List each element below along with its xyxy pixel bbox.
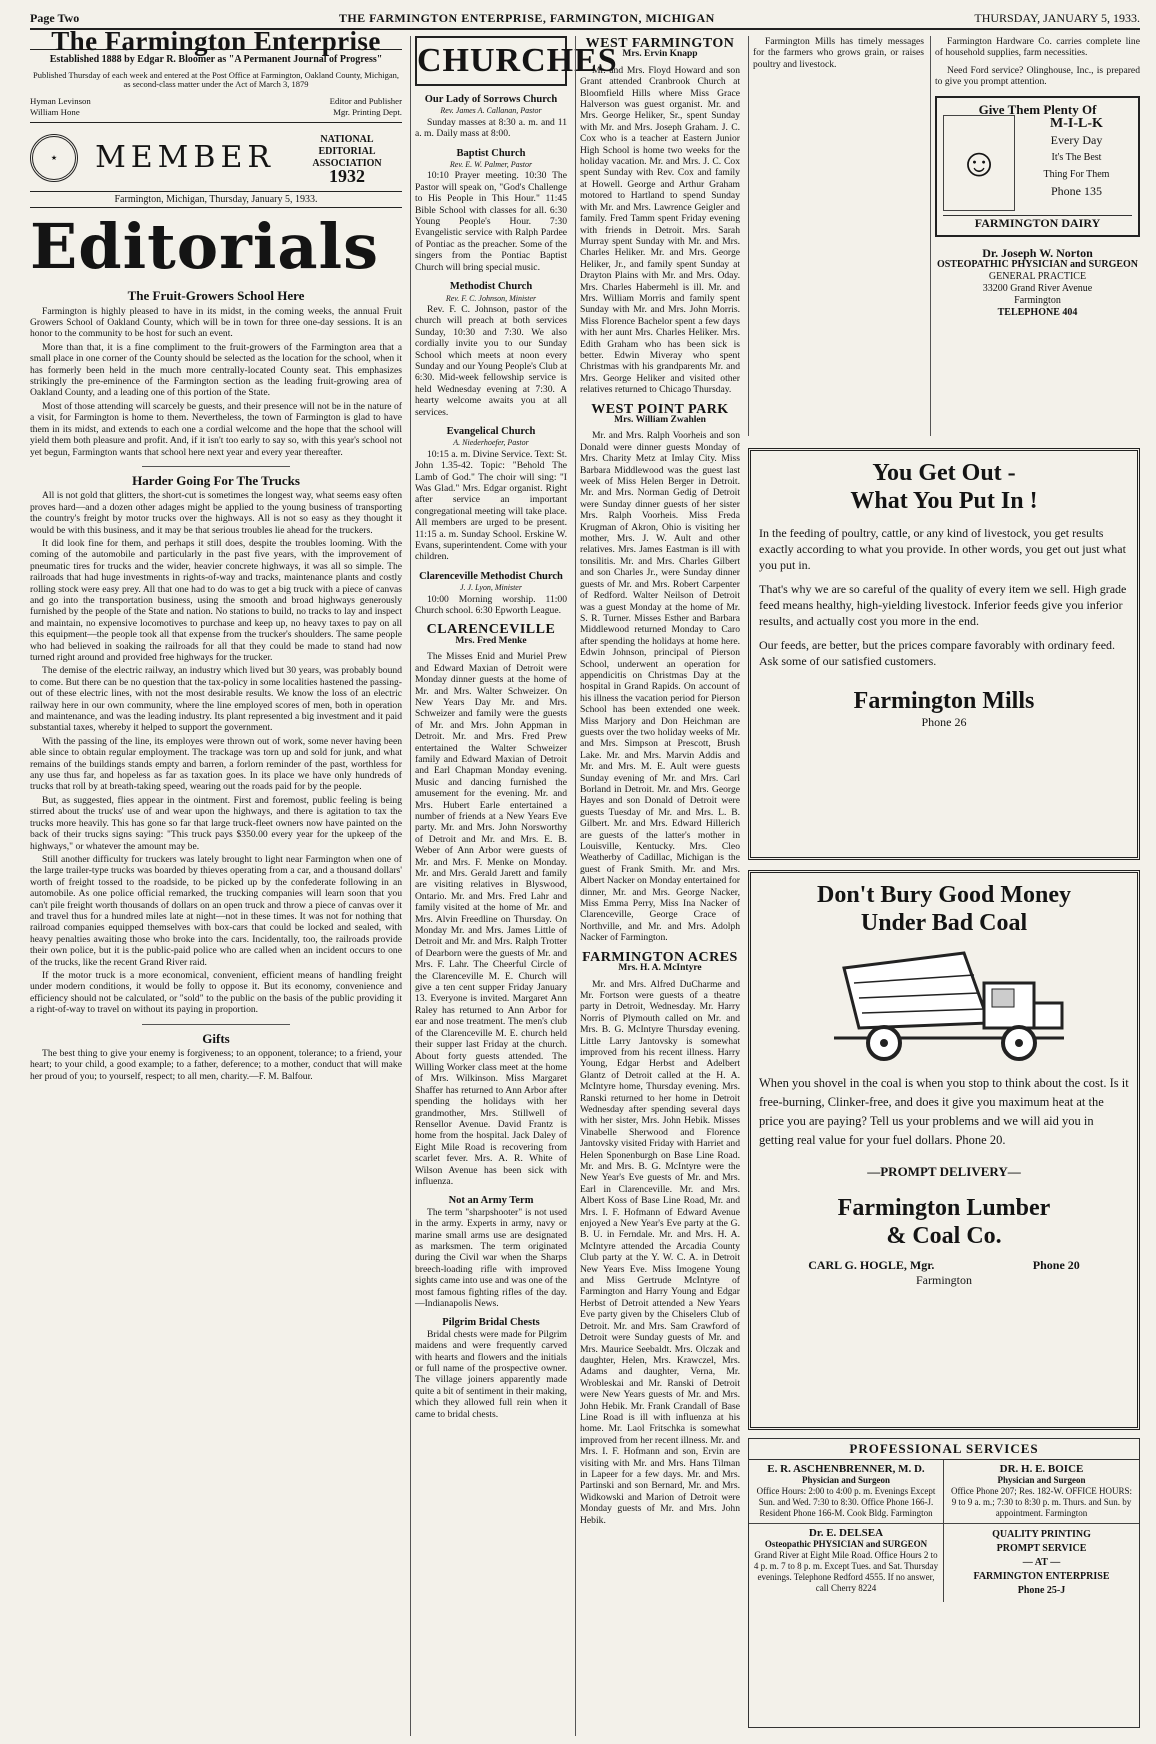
paragraph: If the motor truck is a more economical, convenient, efficient means of handling freight under modern conditions, it would be folly to oppose it. But its economy, convenience and efficiency should not be calculated, or "sold" to the public on the basis of the public providing it a right-of-way to travel on without its paying in proportion.: [30, 969, 402, 1016]
dairy-body: [943, 115, 1132, 211]
doctor-title: Physician and Surgeon: [997, 1475, 1086, 1485]
established-line: Established 1888 by Edgar R. Bloomer as "A Permanent Journal of Progress": [49, 54, 383, 66]
doctor-name: E. R. ASCHENBRENNER, M. D.: [767, 1463, 925, 1475]
dairy-ad: [935, 96, 1140, 238]
printing-line: FARMINGTON ENTERPRISE: [973, 1571, 1110, 1582]
small-ads-column: [930, 36, 1140, 436]
mills-body-3: Our feeds, are better, but the prices compare favorably with ordinary feed. Ask some of our satisfied customers.: [759, 638, 1116, 668]
church-pastor: J. J. Lyon, Minister: [460, 583, 522, 593]
doctor-info: Grand River at Eight Mile Road. Office Hours 2 to 4 p. m. 7 to 8 p. m. Except Tues. and Sat. Thursday evenings. Telephone Redford 4555. If no answer, call Cherry 8224: [753, 1550, 939, 1593]
norton-phone: TELEPHONE 404: [997, 307, 1078, 319]
section-title-clarenceville: CLARENCEVILLE: [426, 622, 556, 638]
filler-title: Not an Army Term: [448, 1195, 534, 1207]
mills-headline-2: What You Put In !: [850, 488, 1038, 514]
divider: [142, 466, 291, 467]
church-schedule: 10:15 a. m. Divine Service. Text: St. John 1.35-42. Topic: "Behold The Lamb of God." The choir will sing: "I Was Glad." Mrs. Edgar organist. Right after service an important congregational meeting will take place. All members are urged to be present. 11:15 a. m. Sunday School. Erskine W. Evans, superintendent. Come with your children.: [415, 448, 567, 563]
church-name: Baptist Church: [456, 147, 526, 159]
divider: [142, 1024, 291, 1025]
news-continuation-column: [748, 36, 924, 436]
norton-address: 33200 Grand River Avenue: [982, 283, 1093, 295]
mills-body: In the feeding of poultry, cattle, or any kind of livestock, you get results exactly according to what you provide. In other words, you get out just what you put in.: [759, 526, 1126, 572]
paragraph: All is not gold that glitters, the short-cut is sometimes the longest way, what seems easy often proves hard—and a dozen other adages might be applied to the young business of transporting the country's freight by motor trucks over the highways. All is not so easy as they thought it would be with this business, and it may be that serious troubles lie ahead for the truckers.: [30, 490, 402, 536]
doctor-info: Office Phone 207; Res. 182-W. OFFICE HOURS: 9 to 9 a. m.; 7:30 to 8:30 p. m. Thurs. and Sun. by appointment. Farmington: [950, 1486, 1132, 1518]
headline-gifts: Gifts: [202, 1030, 230, 1046]
news-items: Mr. and Mrs. Alfred DuCharme and Mr. Fortson were guests of a theatre party in Detroit, Wednesday. Mr. Harry Norris of Plymouth called on Mr. and Mrs. B. G. McIntyre Thursday evening. Little Larry Jantovsky is somewhat improved from his recent illness. Harry Young, Edgar Herbst and Adelbert Glantz of Detroit called at the H. A. McIntyre home, Thursday evening. Mrs. Ranski returned to her home in Detroit Wednesday after spending several days with her sister, Mrs. John Hebik. Misses Vinabelle Sherwood and Florence Jantovsky visited Friday with Harriet and Helen Sponenburgh on Base Line Road. Mr. and Mrs. B. G. McIntyre were the New Year's Eve guests of Mr. and Mrs. Earl in Clarenceville. Mr. and Mrs. Albert Koss of Base Line Road, Mr. and Mrs. I. F. Hofmann of Edward Avenue enjoyed a New Year's Eve party at the G. B. U. in Ferndale. Mr. and Mrs. H. A. McIntyre attended the Arcadia County Club party at the Y. W. C. A. in Detroit New Years Eve. Miss Imogene Young and Miss Gertrude McIntyre of Farmington and Harry Young and Edgar Herbst of Detroit attended a New Years Eve party given by the Chiselers Club of Detroit. Mr. and Mrs. Sam Crawford of Detroit were Sunday guests of Mr. and Mrs. Maurice Seebaldt. Mrs. Olczak and daughter, Helen, Mrs. Krawczel, Mrs. Adams and daughter, Verna, Mr. Wrobleskai and Mr. Ranski of Detroit were New Years guests of Mr. and Mrs. John Hebik. Mr. Frank Crandall of Base Line Road is ill with influenza at his home. Mr. Laol Fritschka is somewhat improved from her recent illness. Mr. and Mrs. I. F. Hofmann and son, Ervin are visiting with Mr. and Mrs. Hans Tilman in Lapeer for a few days. Mr. and Mrs. Partinski and son Bernard, Mr. and Mrs. Widkowski and Marion of Detroit were Monday guests of Mr. and Mrs. John Hebik.: [580, 978, 740, 1526]
ford-note: Need Ford service? Olinghouse, Inc., is prepared to give you prompt attention.: [935, 64, 1140, 88]
newspaper-page: [30, 8, 1140, 1736]
dateline: Farmington, Michigan, Thursday, January 5, 1933.: [30, 191, 402, 208]
dump-truck-icon: [814, 943, 1074, 1063]
mills-headline-1: You Get Out -: [872, 460, 1016, 486]
church-name: Evangelical Church: [446, 425, 536, 437]
nea-association: NATIONAL EDITORIAL ASSOCIATION: [312, 133, 382, 169]
printing-phone: Phone 25-J: [1017, 1585, 1066, 1596]
member-word: MEMBER: [95, 140, 275, 176]
doctor-name: DR. H. E. BOICE: [999, 1463, 1084, 1475]
dairy-phone: Phone 135: [1051, 184, 1102, 199]
mills-name: Farmington Mills: [853, 688, 1035, 714]
paragraph: But, as suggested, flies appear in the ointment. First and foremost, public feeling is being stirred about the trucks' use of and wear upon the highways, and there is agitation to tax the trucks more heavily. This has gone so far that large truck-fleet owners now have painted on the back of their trucks signs saying: "This truck pays $350.00 every year for the upkeep of the highways," or whatever the amount may be.: [30, 794, 402, 852]
doctor-info: Office Hours: 2:00 to 4:00 p. m. Evenings Except Sun. and Wed. 7:30 to 8:30. Office Phone 166-J. Resident Phone 166-M. Cook Bldg. Farmington: [756, 1486, 936, 1518]
paragraph: With the passing of the line, its employes were thrown out of work, some never having been able since to obtain regular employment. The trackage was torn up and sold for junk, and what remains of the buildings stands empty and barren, a forlorn reminder of the past, worthless for any use thus far, and hopeless as far as taxation goes. In its place we have only hundreds of trucks that roll by at breath-taking speed, wearing out the roads paid for by the people.: [30, 735, 402, 793]
card-delsea: [749, 1524, 944, 1602]
news-items: Mr. and Mrs. Ralph Voorheis and son Donald were dinner guests Monday of Mrs. Charity Metz at Imlay City. Miss Barbara Middlewood was the guest last week of Miss Helen Berger in Detroit. Mr. and Mrs. Norman Gedig of Detroit were Sunday dinner guests of her sister Mrs. Ralph Voorheis. Miss Freda Krugman of Akron, Ohio is visiting her mother, Mrs. J. W. Ault and other relatives. Mrs. James Eastman is ill with tonsilitis. Mr. and Mrs. Charles Gilbert and son Charles Jr., were Sunday dinner guests of Mr. and Mrs. Robert Carpenter of Redford. Walter Neilson of Detroit was a guest Monday at the home of Mr. S. R. Turner. Misses Esther and Barbara Middlewood returned Monday to Caro after spending the holidays at home here. Edwin Johnson, principal of Pierson School, underwent an operation for appendicitis on Christmas Day at the hospital in Grand Rapids. On account of his illness the vacation period for Pierson School has been extended one week. Miss Marjory and Don Heichman are guests over the two holiday weeks of Mr. and Mrs. Simpson at Prescott, Brush Lake. Mr. and Mrs. Marvin Addis and Mr. and Mrs. M. E. Ault were guests Sunday evening of Mr. and Mrs. Carl Borland in Detroit. Mr. and Mrs. George Hayes and son Donald of Detroit were guests Tuesday of Mr. and Mrs. L. B. Gilbert. Mr. and Mrs. Edward Hillerich are guests of the latter's mother in Louisville, Kentucky. Mrs. Cleo Weatherby of Cadillac, Michigan is the guest of Frank Smith. Mr. and Mrs. Albert Nacker on Monday entertained for dinner, Mr. and Mrs. George Nacker, Miss Emma Perry, Miss Ina Nacker of Clarenceville, George Crace of Northville, and Mr. and Mrs. Adolph Nacker of Farmington.: [580, 430, 740, 944]
child-drinking-icon: ☺: [943, 115, 1015, 211]
coal-name-2: & Coal Co.: [886, 1223, 1002, 1249]
news-items: Mr. and Mrs. Floyd Howard and son Grant attended Cranbrook Church at Bloomfield Hills where Miss Grace Halverson was guest organist. Mr. and Mrs. George Heliker, Sr., spent Sunday with Mr. and Mrs. Joseph Graham. J. C. Cox who is a teacher at Eastern Junior High School is home two weeks for the holiday vacation. Mr. and Mrs. J. C. Cox spent Sunday with Rev. Cox and family at Howell. George and Arthur Graham motored to Hartland to spend Sunday with Mr. and Mrs. Lawrence Geigler and family. Fred Tamm spent Friday evening with friends in Detroit. Mrs. Sarah Murray spent Sunday with Mr. and Mrs. Charles Heliker. Mr. and Mrs. George Heliker, Jr., and family spent Sunday at Drayton Plains with Mr. and Mrs. Oday. Mrs. Charles Habermehl is ill. Mr. and Mrs. William Morris and family spent Sunday with Mr. and Mrs. John Morris. Miss Florence Bachelor spent a few days with her aunt Mrs. Charles Heliker. Mrs. Edith Graham who has been sick is better. Edwin Miveray who spent Christmas with his grandparents Mr. and Mrs. George Heliker and visited other relatives returned to Chicago Thursday.: [580, 64, 740, 396]
section-title-west-point-park: WEST POINT PARK: [591, 401, 729, 417]
dairy-every: Every Day: [1050, 133, 1103, 148]
paragraph: The best thing to give your enemy is forgiveness; to an opponent, tolerance; to a friend, your heart; to your child, a good example; to a father, deference; to a mother, conduct that will make her proud of you; to yourself, respect; to all men, charity.—F. M. Balfour.: [30, 1048, 402, 1082]
filler-text: The term "sharpshooter" is not used in the army. Experts in army, navy or marine small arms use are designated as marksmen. The term originated during the Civil war when the Sharps breech-loading rifle with improved sights came into use and was one of the most famous fighting rifles of the day.—Indianapolis News.: [415, 1206, 567, 1310]
filler-title: Pilgrim Bridal Chests: [442, 1317, 540, 1329]
paragraph: Farmington is highly pleased to have in its midst, in the coming weeks, the annual Fruit Growers School of Oakland County, which will be in town for three one-day sessions. It is an honor to the community to be host for such an event.: [30, 305, 402, 340]
officers: [30, 96, 402, 123]
churches-column: [410, 36, 618, 1736]
filler-text: Bridal chests were made for Pilgrim maidens and were frequently carved with hearts and flowers and the initials or full name of the prospective owner. The village joiners apparently made quite a bit of sentiment in their making, which they allowed full rein when it came to bridal chests.: [415, 1328, 567, 1420]
mills-body-2: That's why we are so careful of the quality of every item we sell. High grade feed means healthy, high-yielding livestock. Inferior feeds give you inferior results, and actually cost you more in the end.: [759, 582, 1127, 628]
officer-titles: Editor and Publisher Mgr. Printing Dept.: [329, 96, 402, 118]
coal-phone: Phone 20: [1032, 1258, 1080, 1272]
professional-grid: [749, 1460, 1139, 1602]
doctor-title: Osteopathic PHYSICIAN and SURGEON: [764, 1539, 928, 1549]
section-title-farmington-acres: FARMINGTON ACRES: [582, 949, 738, 965]
church-pastor: A. Niederhoefer, Pastor: [453, 438, 529, 448]
headline-fruit-growers: The Fruit-Growers School Here: [127, 288, 305, 304]
dairy-best: It's The Best: [1051, 152, 1102, 164]
mills-phone: Phone 26: [921, 715, 967, 729]
churches-banner: CHURCHES: [415, 36, 567, 86]
paper-title-line: THE FARMINGTON ENTERPRISE, FARMINGTON, MICHIGAN: [338, 11, 715, 25]
printing-line: PROMPT SERVICE: [996, 1543, 1087, 1554]
section-byline: Mrs. H. A. McIntyre: [618, 963, 702, 974]
norton-city: Farmington: [1014, 295, 1061, 307]
coal-prompt: —PROMPT DELIVERY—: [867, 1164, 1021, 1179]
church-name: Methodist Church: [449, 281, 533, 293]
hardware-note: Farmington Hardware Co. carries complete line of household supplies, farm necessities.: [935, 36, 1140, 59]
coal-headline-2: Under Bad Coal: [860, 910, 1028, 936]
section-byline: Mrs. Fred Menke: [455, 635, 527, 646]
church-name: Clarenceville Methodist Church: [419, 570, 563, 582]
norton-name: Dr. Joseph W. Norton: [982, 246, 1093, 261]
dairy-headline: Give Them Plenty Of: [978, 101, 1097, 117]
section-title-west-farmington: WEST FARMINGTON: [585, 36, 735, 51]
church-schedule: Rev. F. C. Johnson, pastor of the church will preach at both services Sunday, 10:30 and 7:30. We also cordially invite you to our Sunday School which meets at noon every Sunday and our Young People's Club at 6:30. Mid-week fellowship service is held Wednesday evening at 7:30. A hearty welcome awaits you at all services.: [415, 303, 567, 418]
church-pastor: Rev. F. C. Johnson, Minister: [445, 293, 537, 303]
coal-body: When you shovel in the coal is when you stop to think about the cost. Is it free-burning, Clinker-free, and does it give you maximum heat at the price you are paying? Tell us your problems and we will aid you in getting real value for your fuel dollars. Phone 20.: [759, 1076, 1129, 1147]
norton-practice: GENERAL PRACTICE: [988, 271, 1087, 283]
church-schedule: Sunday masses at 8:30 a. m. and 11 a. m. Daily mass at 8:00.: [415, 116, 567, 140]
editorial-column: [30, 26, 402, 1736]
farmington-mills-ad: [748, 448, 1140, 860]
editorials-banner: Editorials: [30, 210, 380, 284]
printing-line: — AT —: [1022, 1557, 1061, 1568]
church-schedule: 10:00 Morning worship. 11:00 Church school. 6:30 Epworth League.: [415, 593, 567, 617]
church-pastor: Rev. E. W. Palmer, Pastor: [449, 160, 533, 170]
printing-line: QUALITY PRINTING: [992, 1529, 1091, 1540]
local-news-column: [575, 36, 740, 1736]
nea-text: [292, 133, 402, 186]
paragraph: The demise of the electric railway, an industry which lived but 30 years, was probably bound to come. But there can be no question that the tax-policy in some localities hastened the passing-out of these electric lines, with not the most desirable results. We know the loss of an electric railway here in our own community, where the line employed scores of men, both in operation and maintenance, and was the leading industry. Its plant represented a big investment and it paid substantial taxes, whereby it helped to support the government.: [30, 665, 402, 734]
lumber-coal-ad: [748, 870, 1140, 1430]
publication-note: Published Thursday of each week and entered at the Post Office at Farmington, Oakland County, Michigan, as second-class matter under the Act of March 3, 1879: [33, 69, 399, 90]
issue-date: THURSDAY, JANUARY 5, 1933.: [974, 11, 1140, 25]
church-pastor: Rev. James A. Callanan, Pastor: [440, 106, 542, 116]
dairy-name: FARMINGTON DAIRY: [943, 215, 1132, 229]
section-byline: Mrs. William Zwahlen: [614, 415, 706, 425]
church-schedule: 10:10 Prayer meeting. 10:30 The Pastor will speak on, "God's Challenge to His People in This Hour." 11:45 Bible School with classes for all. 6:30 Young People's Hour. 7:30 Evangelistic service with Ralph Pardee of Pontiac as the preacher. Some of the singers from the Pontiac Baptist Church will bring special music.: [415, 170, 567, 273]
doctor-name: Dr. E. DELSEA: [808, 1527, 884, 1539]
dairy-milk: M-I-L-K: [1050, 116, 1103, 132]
card-aschenbrenner: [749, 1460, 944, 1524]
section-byline: Mrs. Ervin Knapp: [622, 49, 698, 60]
card-printing: [944, 1524, 1139, 1602]
norton-card: [935, 247, 1140, 319]
paragraph: It did look fine for them, and perhaps it still does, despite the troubles looming. With the coming of the automobile and particularly in the past five years, with the improvement of pneumatic tires for trucks and the wider, heavier concrete highways, it was all so simple. The railroads that had huge investments in rights-of-way and tracks, maintenance plants and costly rolling stock were easy prey. All that one had to do was to get a big truck with a piece of canvas and go into the transportation business, using the smooth and broad highways generously furnished by the people of the State and nation. No stations to build, no tracks to lay and inspect and maintain, no expensive locomotives to purchase and keep up, no heavy taxes to pay on all this equipment—the people took all that expense from the trucker's shoulders. The same people who had believed in soaking the railroads for all that they could be made to stand had now turned right around and provided free highways for the trucker.: [30, 537, 402, 663]
church-name: Our Lady of Sorrows Church: [424, 94, 558, 105]
officer-names: Hyman Levinson William Hone: [30, 96, 91, 118]
masthead: The Farmington Enterprise: [30, 36, 402, 50]
norton-title: OSTEOPATHIC PHYSICIAN and SURGEON: [936, 259, 1139, 271]
nea-year: 1932: [329, 165, 365, 186]
doctor-title: Physician and Surgeon: [801, 1475, 891, 1485]
nea-member-block: [30, 129, 402, 187]
news-items: The Misses Enid and Muriel Prew and Edward Maxian of Detroit were Monday dinner guests at the home of Mr. and Mrs. Walter Schweizer. On New Years Day Mr. and Mrs. Schweizer and family were the guests of Mr. and Mrs. John Appman in Detroit. Mr. and Mrs. Fred Prew entertained the Walter Schweizer family and Edward Maxian of Detroit and Earl Chapman Monday evening. Music and dancing furnished the amusement for the evening. Mr. and Mrs. Hubert Earle entertained a number of friends at a New Years Eve party. Mr. and Mrs. John Norsworthy of Detroit and Mr. and Mrs. E. B. Weber of Ann Arbor were guests of Mr. and Mrs. F. Menke on Monday. Mr. and Mrs. Gerald Jarett and family are visiting relatives in Blyswood, Ontario. Mr. and Mrs. Fred Lahr and family visited at the home of Mr. and Mrs. Alvin Freedline on Thursday. On Monday Mr. and Mrs. James Little of Detroit and Mr. and Mrs. Ralph Trotter of Dearborn were the guests of Mr. and Mrs. F. Lahr. The Cheerful Circle of the Clarenceville M. E. Church will give a ten cent supper Friday January 13. Everyone is invited. Margaret Ann Raley has returned to Ann Arbor for ear and nose treatment. The men's club of the Clarenceville M. E. church held their supper last Friday at the church. About forty guests attended. The Willing Worker class meet at the home of Mrs. Wilkinson. Miss Margaret Shaffer has returned to Ann Arbor after spending the holidays with her grandmother, Mrs. Stillwell of Rensellor Avenue. David Frantz is home from the hospital. Jack Daley of Eight Mile Road is recovering from scarlet fever. Mrs. A. R. White of Wilson Avenue has been sick with influenza.: [415, 651, 567, 1187]
paragraph: More than that, it is a fine compliment to the fruit-growers of the Farmington area that a small place in one corner of the County should be selected as the location for the school, when it has formerly been held in the much more centrally-located County seat. This emphasizes strikingly the pre-eminence of the Farmington section as the leading fruit-growing area of Oakland County, and a leading one of this portion of the State.: [30, 341, 402, 399]
coal-city: Farmington: [916, 1273, 972, 1287]
dairy-text: [1021, 115, 1132, 211]
filler-text: Farmington Mills has timely messages for the farmers who grows grain, or raises poultry and livestock.: [753, 36, 924, 70]
paragraph: Most of those attending will scarcely be guests, and their presence will not be in the nature of a visit, for Farmington is home to them. Nevertheless, the town of Farmington is glad to have them in its midst, and extends to each one a cordial welcome and the hope that the school will yield them both pleasure and profit. And, if it isn't too early to say so, with this year's school not yet begun, Farmington wants that school here next year and every year thereafter.: [30, 400, 402, 458]
professional-title: PROFESSIONAL SERVICES: [749, 1439, 1139, 1460]
paragraph: Still another difficulty for truckers was lately brought to light near Farmington when one of the large trailer-type trucks was boarded by thieves operating from a car, and a thousand dollars' worth of freight tossed to the roadside, to be picked up by the confederate following in an automobile. As one police official remarked, the trucking companies will learn soon that you can't pile freight worth thousands of dollars on an open truck and throw a piece of canvas over it and travel thus for a hundred miles late at night—not in these times. It was not for nothing that railroad companies equipped themselves with box-cars that could be locked and sealed, with heavy penalties awaiting those who broke into the cars. Incidentally, too, the railroads provide their own police, but it is the public-paid police who are called when an incident occurs to one of the trucks, like the recent Grand River raid.: [30, 853, 402, 968]
professional-services: [748, 1438, 1140, 1728]
coal-name-1: Farmington Lumber: [837, 1195, 1051, 1221]
coal-headline-1: Don't Bury Good Money: [816, 882, 1071, 908]
headline-trucks: Harder Going For The Trucks: [132, 472, 300, 488]
coal-manager-line: [759, 1258, 1129, 1273]
coal-manager: CARL G. HOGLE, Mgr.: [808, 1258, 935, 1272]
card-boice: [944, 1460, 1139, 1524]
seal-icon: ★: [30, 134, 78, 182]
dairy-thing: Thing For Them: [1043, 169, 1110, 181]
page-number: Page Two: [30, 11, 80, 25]
